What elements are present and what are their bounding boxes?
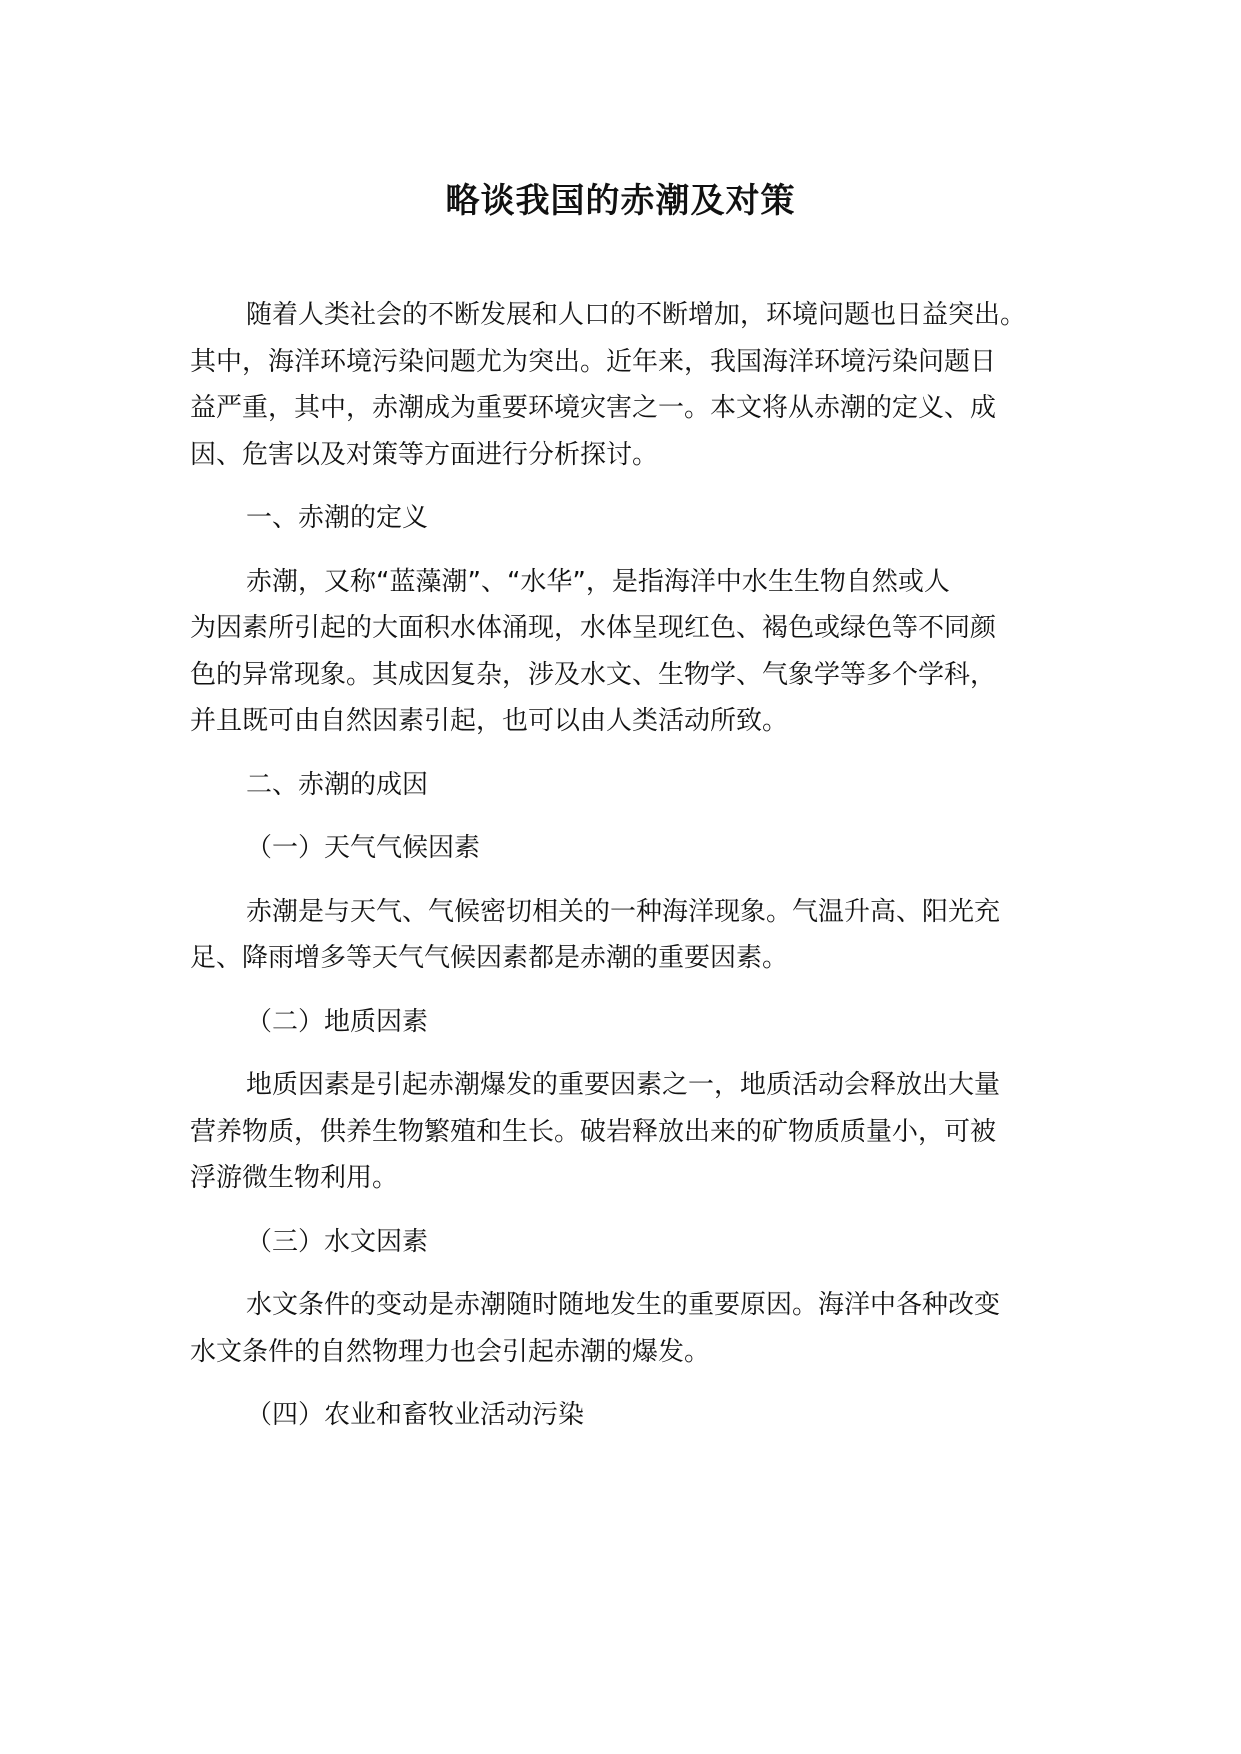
subsection-heading-geology xyxy=(190,999,1070,1046)
paragraph-geology xyxy=(190,1062,1070,1202)
paragraph-line: 因、危害以及对策等方面进行分析探讨。 xyxy=(190,439,659,470)
document-body xyxy=(190,292,1070,1456)
paragraph-line: 益严重，其中，赤潮成为重要环境灾害之一。本文将从赤潮的定义、成 xyxy=(190,393,997,423)
heading-text: （四）农业和畜牧业活动污染 xyxy=(246,1400,585,1430)
document-title: 略谈我国的赤潮及对策 xyxy=(445,181,796,221)
paragraph-line: 赤潮是与天气、气候密切相关的一种海洋现象。气温升高、阳光充 xyxy=(246,896,1001,927)
paragraph-line: 随着人类社会的不断发展和人口的不断增加，环境问题也日益突出。 xyxy=(246,300,1027,330)
heading-text: （三）水文因素 xyxy=(246,1226,429,1257)
paragraph-line: 足、降雨增多等天气气候因素都是赤潮的重要因素。 xyxy=(190,943,789,973)
paragraph-line: 地质因素是引起赤潮爆发的重要因素之一，地质活动会释放出大量 xyxy=(246,1070,1001,1100)
section-heading-definition xyxy=(190,495,1070,542)
section-heading-causes xyxy=(190,762,1070,809)
paragraph-hydrology xyxy=(190,1282,1070,1375)
subsection-heading-weather xyxy=(190,825,1070,872)
paragraph-line: 浮游微生物利用。 xyxy=(190,1163,399,1193)
paragraph-line: 为因素所引起的大面积水体涌现，水体呈现红色、褐色或绿色等不同颜 xyxy=(190,613,997,643)
paragraph-line: 其中，海洋环境污染问题尤为突出。近年来，我国海洋环境污染问题日 xyxy=(190,346,997,377)
paragraph-line: 并且既可由自然因素引起，也可以由人类活动所致。 xyxy=(190,706,789,736)
heading-text: 二、赤潮的成因 xyxy=(246,769,429,800)
paragraph-line: 赤潮，又称“蓝藻潮”、“水华”，是指海洋中水生生物自然或人 xyxy=(246,566,950,597)
paragraph-line: 水文条件的变动是赤潮随时随地发生的重要原因。海洋中各种改变 xyxy=(246,1290,1001,1320)
subsection-heading-hydrology xyxy=(190,1219,1070,1266)
paragraph-weather xyxy=(190,889,1070,982)
heading-text: （一）天气气候因素 xyxy=(246,833,481,863)
subsection-heading-agriculture xyxy=(190,1392,1070,1439)
heading-text: （二）地质因素 xyxy=(246,1006,429,1037)
paragraph-line: 水文条件的自然物理力也会引起赤潮的爆发。 xyxy=(190,1336,711,1367)
heading-text: 一、赤潮的定义 xyxy=(246,503,429,533)
paragraph-line: 营养物质，供养生物繁殖和生长。破岩释放出来的矿物质质量小，可被 xyxy=(190,1116,997,1147)
paragraph-line: 色的异常现象。其成因复杂，涉及水文、生物学、气象学等多个学科， xyxy=(190,659,997,690)
paragraph-definition xyxy=(190,559,1070,745)
paragraph-intro xyxy=(190,292,1070,478)
